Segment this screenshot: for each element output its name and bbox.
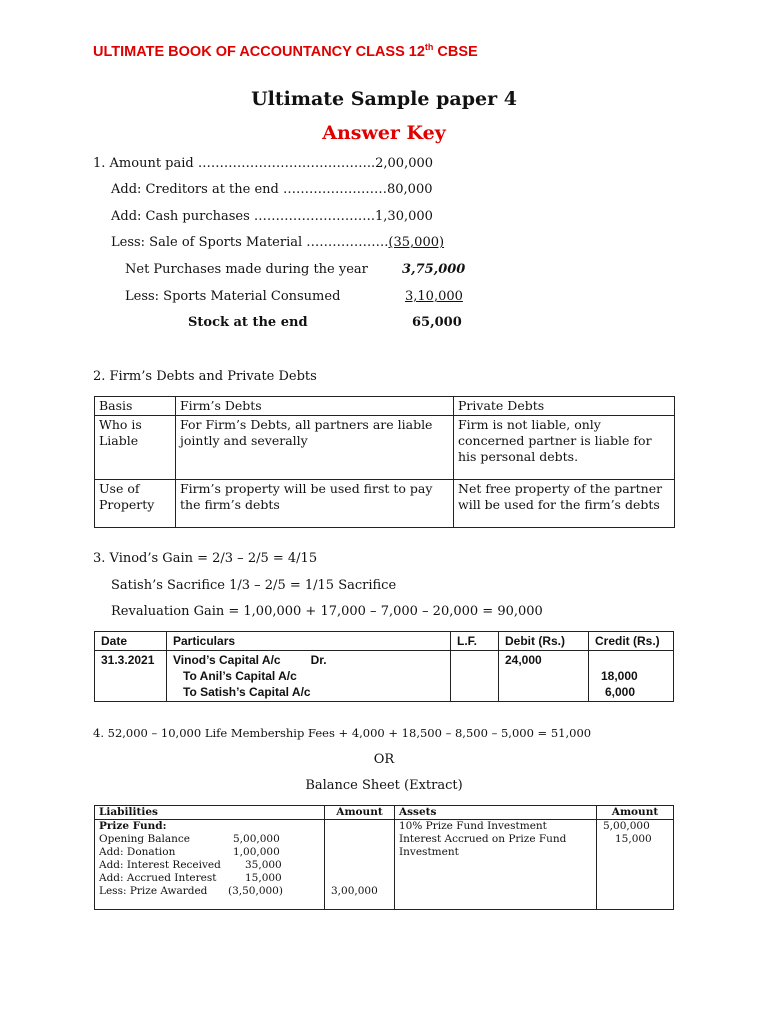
q1-line-5-value: 3,75,000 bbox=[402, 262, 466, 277]
journal-dr: Dr. bbox=[310, 653, 327, 667]
bs-header-amount-1: Amount bbox=[325, 806, 395, 820]
debts-cell: Firm is not liable, only concerned partner is liable for his personal debts. bbox=[454, 416, 675, 480]
q3-line-2: Satish’s Sacrifice 1/3 – 2/5 = 1/15 Sacrifice bbox=[111, 578, 397, 593]
journal-particular-1: Vinod’s Capital A/c bbox=[173, 653, 281, 667]
q1-line-7-label: Stock at the end bbox=[188, 315, 308, 330]
debts-table bbox=[94, 396, 675, 528]
q1-line-3: Add: Cash purchases ……………………….1,30,000 bbox=[111, 209, 433, 224]
bs-header-amount-2: Amount bbox=[597, 806, 674, 820]
asset-item: Interest Accrued on Prize Fund Investment bbox=[399, 833, 567, 858]
page-title: Ultimate Sample paper 4 bbox=[251, 88, 517, 110]
liab-item: Opening Balance 5,00,000 bbox=[99, 833, 280, 845]
debts-cell: For Firm’s Debts, all partners are liable jointly and severally bbox=[176, 416, 454, 480]
q4-line-1: 4. 52,000 – 10,000 Life Membership Fees + 4,000 + 18,500 – 8,500 – 5,000 = 51,000 bbox=[93, 726, 592, 740]
q1-line-7-value: 65,000 bbox=[412, 315, 462, 330]
journal-header-credit: Credit (Rs.) bbox=[589, 632, 674, 651]
journal-lf bbox=[451, 651, 499, 702]
table-row bbox=[95, 820, 674, 910]
bs-liabilities-cell bbox=[95, 820, 325, 910]
table-row bbox=[95, 651, 674, 702]
bs-assets-cell bbox=[395, 820, 597, 910]
q1-line-4: Less: Sale of Sports Material ……………….(35,000) bbox=[111, 235, 445, 250]
book-header: ULTIMATE BOOK OF ACCOUNTANCY CLASS 12th CBSE bbox=[93, 42, 478, 60]
bs-liab-amount-cell bbox=[325, 820, 395, 910]
journal-credit bbox=[589, 651, 674, 702]
liab-total: 3,00,000 bbox=[331, 885, 378, 897]
q1-line-6-label: Less: Sports Material Consumed bbox=[125, 289, 341, 304]
liab-item: Less: Prize Awarded (3,50,000) bbox=[99, 885, 283, 897]
liab-item: Add: Donation 1,00,000 bbox=[99, 846, 280, 858]
journal-header-particulars: Particulars bbox=[167, 632, 451, 651]
bs-header-liabilities: Liabilities bbox=[95, 806, 325, 820]
journal-debit: 24,000 bbox=[499, 651, 589, 702]
debts-header-basis: Basis bbox=[95, 397, 176, 416]
q4-or: OR bbox=[373, 752, 395, 767]
q1-line-2: Add: Creditors at the end ……………………80,000 bbox=[111, 182, 433, 197]
journal-table bbox=[94, 631, 674, 702]
balance-sheet-title: Balance Sheet (Extract) bbox=[305, 778, 463, 793]
journal-header-debit: Debit (Rs.) bbox=[499, 632, 589, 651]
journal-particular-3: To Satish’s Capital A/c bbox=[183, 685, 311, 699]
journal-credit-2: 6,000 bbox=[605, 685, 636, 699]
table-row bbox=[95, 416, 675, 480]
debts-cell: Net free property of the partner will be used for the firm’s debts bbox=[454, 480, 675, 528]
q1-line-6-value: 3,10,000 bbox=[405, 289, 463, 304]
journal-particular-2: To Anil’s Capital A/c bbox=[183, 669, 297, 683]
journal-header-lf: L.F. bbox=[451, 632, 499, 651]
journal-particulars bbox=[167, 651, 451, 702]
liab-item: Add: Accrued Interest 15,000 bbox=[99, 872, 282, 884]
answer-key-title: Answer Key bbox=[322, 122, 446, 144]
journal-credit-1: 18,000 bbox=[601, 669, 638, 683]
q1-line-5-label: Net Purchases made during the year bbox=[125, 262, 368, 277]
journal-date: 31.3.2021 bbox=[95, 651, 167, 702]
balance-sheet-table bbox=[94, 805, 674, 910]
asset-amount: 15,000 bbox=[615, 833, 652, 845]
prize-fund-label: Prize Fund: bbox=[99, 820, 167, 832]
bs-asset-amount-cell bbox=[597, 820, 674, 910]
liab-item: Add: Interest Received 35,000 bbox=[99, 859, 282, 871]
bs-header-assets: Assets bbox=[395, 806, 597, 820]
debts-cell: Use of Property bbox=[95, 480, 176, 528]
table-row bbox=[95, 480, 675, 528]
q1-line-1: 1. Amount paid …………………………………..2,00,000 bbox=[93, 156, 434, 171]
debts-header-firm: Firm’s Debts bbox=[176, 397, 454, 416]
debts-cell: Firm’s property will be used first to pay the firm’s debts bbox=[176, 480, 454, 528]
q3-line-1: 3. Vinod’s Gain = 2/3 – 2/5 = 4/15 bbox=[93, 551, 318, 566]
journal-header-date: Date bbox=[95, 632, 167, 651]
asset-item: 10% Prize Fund Investment bbox=[399, 820, 547, 832]
q3-line-3: Revaluation Gain = 1,00,000 + 17,000 – 7,000 – 20,000 = 90,000 bbox=[111, 604, 543, 619]
debts-header-private: Private Debts bbox=[454, 397, 675, 416]
q2-heading: 2. Firm’s Debts and Private Debts bbox=[93, 369, 317, 384]
asset-amount: 5,00,000 bbox=[603, 820, 650, 832]
debts-cell: Who is Liable bbox=[95, 416, 176, 480]
